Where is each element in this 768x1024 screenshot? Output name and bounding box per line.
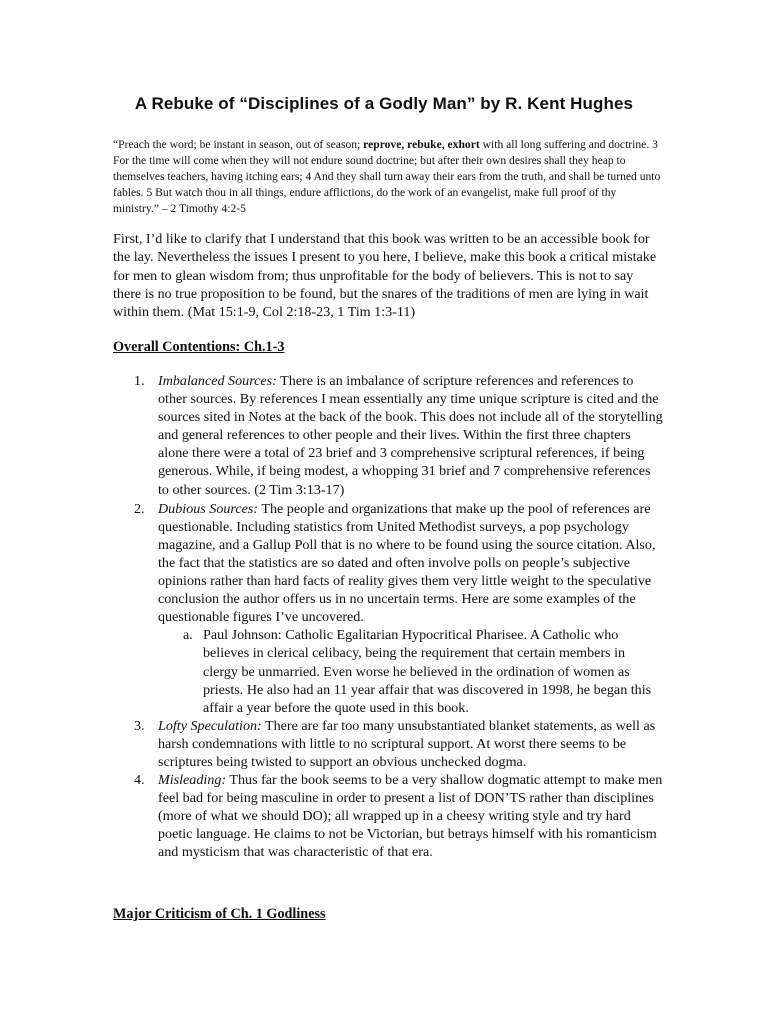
list-number: 4. [134, 772, 145, 789]
sub-list-item [158, 626, 663, 716]
item-text: There is an imbalance of scripture references and references to other sources. By references I mean essentially any time unique scripture is cited and the sources sited in Notes at the back of the book. This does not include all of the storytelling and general references to other people and their lives. Within the first three chapters alone there were a total of 23 brief and 3 comprehensive scriptural references, if being generous. While, if being modest, a whopping 31 brief and 7 comprehensive references to other sources. (2 Tim 3:13-17) [158, 373, 663, 498]
item-label: Misleading: [158, 772, 227, 789]
item-label: Dubious Sources: [158, 500, 259, 517]
intro-paragraph: First, I’d like to clarify that I understand that this book was written to be an accessible book for the lay. Nevertheless the issues I present to you here, I believe, make this book a critical mistake for men to glean wisdom from; thus unprofitable for the body of believers. This is not to say there is no true proposition to be found, but the snares of the traditions of men are lying in wait within them. (Mat 15:1-9, Col 2:18-23, 1 Tim 1:3-11) [113, 231, 657, 321]
epigraph-quote [113, 137, 661, 217]
list-item [113, 771, 663, 861]
epigraph-before: “Preach the word; be instant in season, out of season; [113, 138, 364, 151]
document-title: A Rebuke of “Disciplines of a Godly Man” by R. Kent Hughes [134, 94, 634, 113]
contentions-list [113, 372, 663, 862]
item-text: The people and organizations that make up the pool of references are questionable. Including statistics from United Methodist surveys, a pop psychology magazine, and a Gallup Poll that is no where to be found using the source citation. Also, the fact that the statistics are so dated and often involve polls on people’s subjective opinions rather than hard facts of reality gives them very little weight to the speculative conclusion the author offers us in no uncertain terms. Here are some examples of the questionable figures I’ve uncovered. [158, 500, 656, 626]
item-text: Thus far the book seems to be a very shallow dogmatic attempt to make men feel bad for being masculine in order to present a list of DON’TS rather than disciplines (more of what we should DO); all wrapped up in a cheesy writing style and try hard poetic language. He claims to not be Victorian, but betrays himself with his romanticism and mysticism that was characteristic of that era. [158, 772, 663, 861]
item-label: Imbalanced Sources: [158, 373, 277, 389]
sub-item-text: Paul Johnson: Catholic Egalitarian Hypocritical Pharisee. A Catholic who believes in clerical celibacy, being the requirement that certain members in clergy be unmarried. Even worse he believed in the ordination of women as priests. He also had an 11 year affair that was discovered in 1998, he began this affair a year before the quote used in this book. [203, 627, 652, 716]
epigraph-after: with all long suffering and doctrine. 3 For the time will come when they will not endure sound doctrine; but after their own desires shall they heap to themselves teachers, having itching ears; 4 And they shall turn away their ears from the truth, and shall be turned unto fables. 5 But watch thou in all things, endure afflictions, do the work of an evangelist, make full proof of thy ministry.” – 2 Timothy 4:2-5 [113, 138, 661, 215]
sub-list-letter: a. [183, 627, 193, 644]
section-heading-godliness: Major Criticism of Ch. 1 Godliness [113, 906, 326, 922]
list-number: 2. [134, 500, 145, 517]
list-number: 3. [134, 717, 145, 734]
list-number: 1. [134, 373, 145, 389]
section-heading-contentions: Overall Contentions: Ch.1-3 [113, 339, 285, 355]
item-text: There are far too many unsubstantiated blanket statements, as well as harsh condemnations with little to no scriptural support. At worst there seems to be scriptures being twisted to support an obvious unchecked dogma. [158, 717, 656, 770]
item-label: Lofty Speculation: [158, 717, 262, 734]
epigraph-bold: reprove, rebuke, exhort [363, 138, 480, 151]
list-item [113, 717, 663, 771]
list-item [113, 500, 663, 717]
list-item [113, 372, 663, 499]
